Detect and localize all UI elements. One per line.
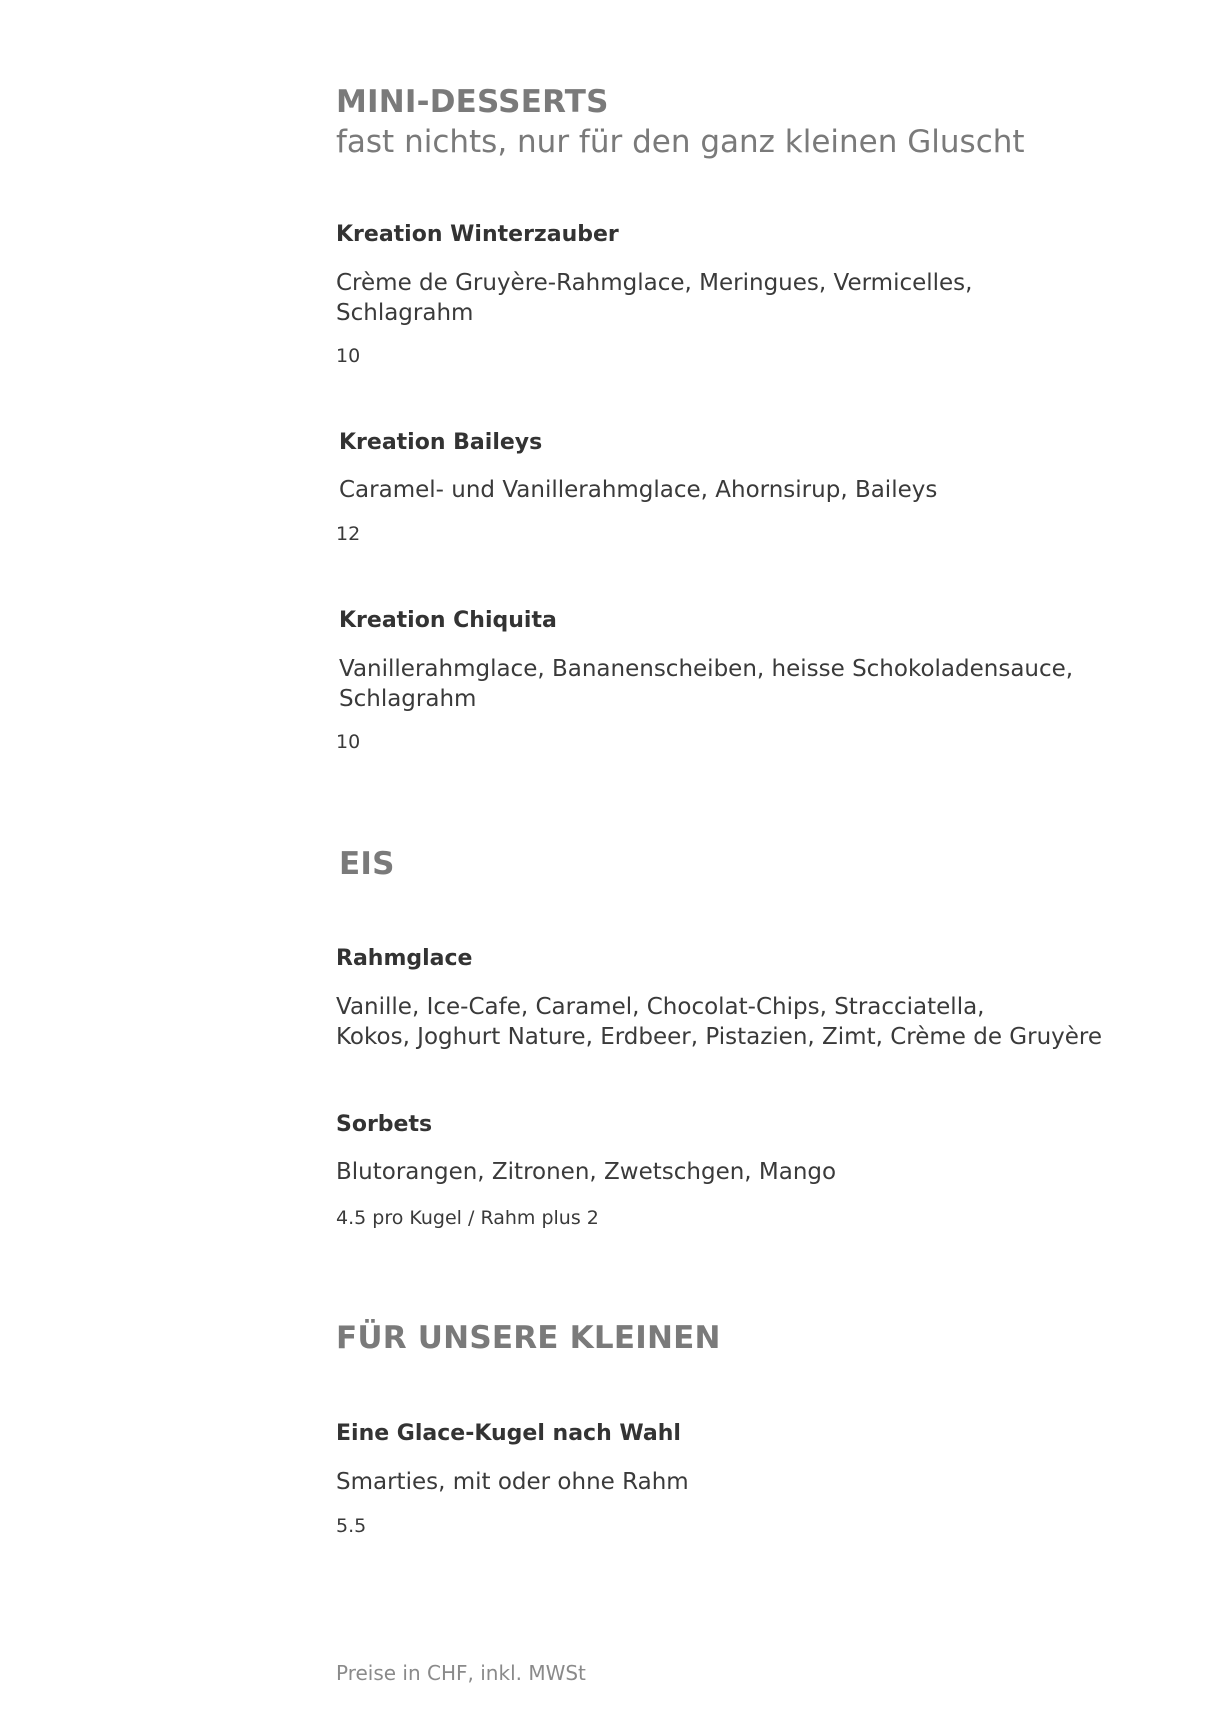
menu-item-title: Sorbets <box>336 1112 433 1137</box>
menu-item-price: 5.5 <box>336 1515 367 1537</box>
menu-item-price: 12 <box>336 523 361 545</box>
menu-item-description <box>336 1157 836 1187</box>
menu-item-title: Kreation Winterzauber <box>336 222 619 247</box>
section-title-eis: EIS <box>339 846 395 882</box>
menu-item-description-line: Schlagrahm <box>336 300 474 326</box>
footer-price-note: Preise in CHF, inkl. MWSt <box>336 1661 586 1685</box>
section-subtitle-mini-desserts: fast nichts, nur für den ganz kleinen Gluscht <box>336 124 1025 160</box>
menu-item-title: Eine Glace-Kugel nach Wahl <box>336 1421 681 1446</box>
menu-item-description <box>336 1467 689 1497</box>
menu-item-price: 10 <box>336 731 361 753</box>
menu-item-title: Rahmglace <box>336 946 473 971</box>
menu-item-description-line: Schlagrahm <box>339 686 477 712</box>
menu-item-description <box>336 992 1102 1052</box>
menu-item-title: Kreation Baileys <box>339 430 543 455</box>
menu-item-description-line: Smarties, mit oder ohne Rahm <box>336 1469 689 1495</box>
menu-item-description-line: Vanillerahmglace, Bananenscheiben, heisse Schokoladensauce, <box>339 656 1074 682</box>
menu-item-description-line: Caramel- und Vanillerahmglace, Ahornsirup, Baileys <box>339 477 938 503</box>
menu-item-description-line: Crème de Gruyère-Rahmglace, Meringues, Vermicelles, <box>336 270 973 296</box>
menu-item-price: 10 <box>336 345 361 367</box>
menu-item-description <box>339 475 937 505</box>
menu-item-description <box>339 654 1073 714</box>
menu-item-description-line: Blutorangen, Zitronen, Zwetschgen, Mango <box>336 1159 837 1185</box>
section-title-fuer-unsere-kleinen: FÜR UNSERE KLEINEN <box>336 1320 721 1356</box>
menu-item-price: 4.5 pro Kugel / Rahm plus 2 <box>336 1207 599 1229</box>
menu-item-description-line: Kokos, Joghurt Nature, Erdbeer, Pistazien, Zimt, Crème de Gruyère <box>336 1024 1103 1050</box>
menu-item-description <box>336 268 972 328</box>
section-title-mini-desserts: MINI-DESSERTS <box>336 84 609 120</box>
menu-item-title: Kreation Chiquita <box>339 608 557 633</box>
menu-item-description-line: Vanille, Ice-Cafe, Caramel, Chocolat-Chips, Stracciatella, <box>336 994 985 1020</box>
